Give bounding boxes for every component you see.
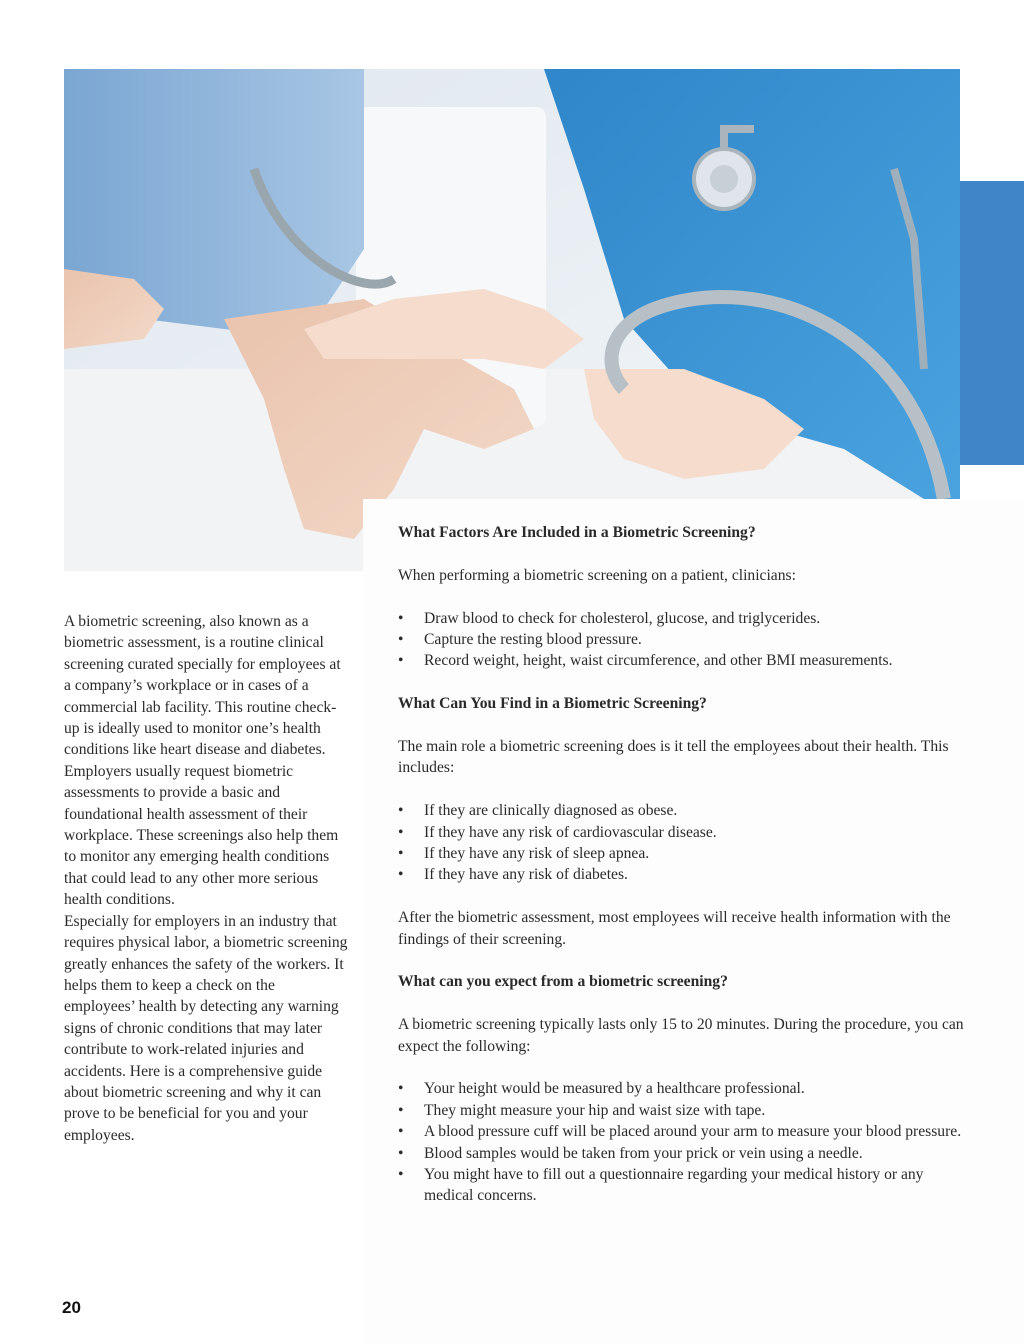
bullet-icon: • [398, 845, 404, 863]
list-item: • You might have to fill out a questionnaire regarding your medical history or any medical concerns. [398, 1166, 924, 1205]
section-outro: After the biometric assessment, most employees will receive health information with the findings of their screening. [398, 909, 951, 948]
bullet-list [398, 1078, 968, 1206]
list-item: • If they have any risk of sleep apnea. [398, 843, 968, 864]
intro-paragraph: Employers usually request biometric assessments to provide a basic and foundational health assessment of their workplace. These screenings also help them to monitor any emerging health conditions that could lead to any other more serious health conditions. [64, 762, 339, 909]
bullet-icon: • [398, 631, 404, 648]
bullet-icon: • [398, 1144, 404, 1162]
list-item: • Capture the resting blood pressure. [398, 629, 968, 650]
section-intro: When performing a biometric screening on a patient, clinicians: [398, 566, 796, 584]
bullet-icon: • [398, 1080, 404, 1098]
section-intro: The main role a biometric screening does is it tell the employees about their health. This includes: [398, 738, 949, 777]
bullet-icon: • [398, 866, 404, 884]
list-item: • They might measure your hip and waist size with tape. [398, 1100, 968, 1121]
bullet-list [398, 608, 968, 672]
list-item: • Your height would be measured by a healthcare professional. [398, 1078, 968, 1099]
article-column [398, 522, 968, 1207]
bullet-icon: • [398, 1101, 404, 1119]
bullet-list [398, 800, 968, 886]
intro-column [64, 611, 348, 1146]
list-item: • Blood samples would be taken from your prick or vein using a needle. [398, 1143, 968, 1164]
hero-photo [64, 69, 960, 571]
blood-pressure-photo-illustration [64, 69, 960, 571]
bullet-icon: • [398, 609, 404, 627]
section-heading: What can you expect from a biometric screening? [398, 973, 728, 991]
list-item: • If they have any risk of cardiovascular disease. [398, 822, 968, 843]
section-heading: What Factors Are Included in a Biometric Screening? [398, 524, 756, 541]
page-number: 20 [62, 1298, 81, 1317]
bullet-icon: • [398, 802, 404, 820]
list-item: • Record weight, height, waist circumference, and other BMI measurements. [398, 650, 968, 671]
bullet-icon: • [398, 1166, 404, 1184]
section-heading: What Can You Find in a Biometric Screening? [398, 695, 707, 713]
intro-paragraph: Especially for employers in an industry that requires physical labor, a biometric screening greatly enhances the safety of the workers. It helps them to keep a check on the employees’ health by detecting any warning signs of chronic conditions that may later contribute to work-related injuries and accidents. Here is a comprehensive guide about biometric screening and why it can prove to be beneficial for you and your employees. [64, 912, 348, 1144]
list-item: • If they are clinically diagnosed as obese. [398, 800, 968, 821]
intro-paragraph: A biometric screening, also known as a biometric assessment, is a routine clinical screening curated specially for employees at a company’s workplace or in cases of a commercial lab facility. This routine check-up is ideally used to monitor one’s health conditions like heart disease and diabetes. [64, 613, 341, 759]
list-item: • A blood pressure cuff will be placed around your arm to measure your blood pressure. [398, 1121, 968, 1142]
list-item: • Draw blood to check for cholesterol, glucose, and triglycerides. [398, 608, 968, 629]
accent-blue-tab [960, 181, 1024, 465]
section-intro: A biometric screening typically lasts only 15 to 20 minutes. During the procedure, you can expect the following: [398, 1016, 964, 1055]
bullet-icon: • [398, 1123, 404, 1141]
bullet-icon: • [398, 652, 404, 670]
list-item: • If they have any risk of diabetes. [398, 864, 968, 885]
bullet-icon: • [398, 823, 404, 841]
